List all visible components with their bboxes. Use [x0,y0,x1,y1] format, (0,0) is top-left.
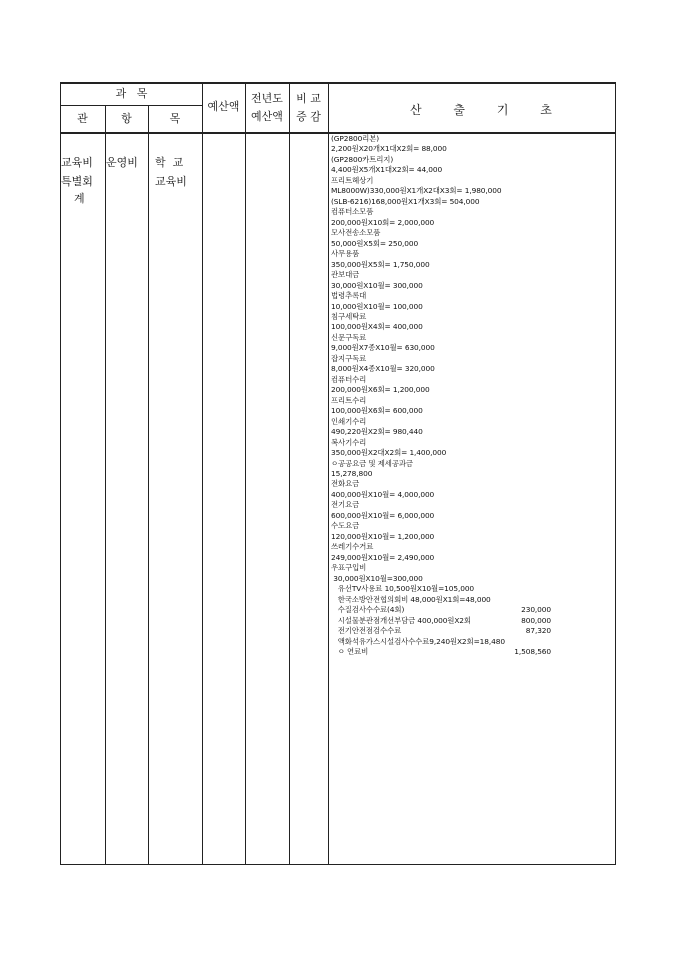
basis-line [331,448,563,458]
basis-line-text: (GP2800카트리지) [331,154,394,164]
basis-line-amount: 800,000 [521,615,551,625]
basis-line [331,511,563,521]
basis-line-text: ㅇ 연료비 [331,646,369,656]
table-top-border [60,82,616,84]
basis-line [331,427,563,437]
basis-line-text: 15,278,800 [331,469,373,478]
hang-label: 운영비 [106,156,138,169]
gwan-line-1: 교육비 [61,156,93,169]
basis-line-text: ML8000W)330,000원X1개X2대X3회= 1,980,000 [331,186,502,196]
basis-line-text: 인쇄기수리 [331,416,367,426]
basis-line-text: 10,000원X10월= 100,000 [331,301,423,311]
basis-line-text: 전기안전점검수수료 [331,626,402,636]
col-line-mok-budget [202,82,203,865]
basis-line [331,375,563,385]
basis-line [331,406,563,416]
basis-line [331,207,563,217]
basis-line [331,343,563,353]
basis-line-text: 8,000원X4종X10월= 320,000 [331,364,435,374]
basis-line [331,134,563,144]
basis-line [331,239,563,249]
basis-line-text: 유선TV사용료 10,500원X10월=105,000 [331,584,475,594]
basis-line [331,333,563,343]
basis-line-text: 침구세탁료 [331,311,367,321]
basis-line [331,417,563,427]
basis-line [331,605,563,615]
basis-line-amount: 1,508,560 [514,646,551,656]
basis-line-text: 법령추록대 [331,291,367,301]
basis-line-text: 120,000원X10월= 1,200,000 [331,531,435,541]
basis-line-text: 관보대금 [331,270,360,280]
basis-line [331,626,563,636]
basis-line-text: (SLB-6216)168,000원X1개X3회= 504,000 [331,196,480,206]
header-gwan: 관 [77,112,88,125]
basis-line [331,616,563,626]
basis-line [331,260,563,270]
basis-line [331,364,563,374]
basis-line-text: 4,400원X5개X1대X2회= 44,000 [331,165,443,175]
basis-line [331,281,563,291]
basis-line [331,155,563,165]
basis-line-text: 모사전송소모품 [331,228,381,238]
basis-line-text: 사무용품 [331,249,360,259]
basis-line [331,563,563,573]
basis-line-text: 프리트헤상기 [331,175,374,185]
basis-line-text: 30,000원X10월= 300,000 [331,280,423,290]
basis-line [331,302,563,312]
header-basis: 산 출 기 초 [410,103,566,117]
basis-line [331,176,563,186]
table-bottom-border [60,864,616,865]
basis-line [331,144,563,154]
basis-line [331,595,563,605]
col-line-prev-compare [289,82,290,865]
basis-line [331,438,563,448]
basis-line [331,542,563,552]
basis-line [331,186,563,196]
basis-line-text: 액화석유가스시설검사수수료9,240원X2회=18,480 [331,636,505,646]
basis-line-text: 50,000원X5회= 250,000 [331,238,419,248]
col-line-left [60,82,61,865]
basis-line-text: 249,000원X10월= 2,490,000 [331,552,435,562]
header-mok: 목 [169,112,181,125]
basis-line-text: 쓰레기수거료 [331,542,374,552]
basis-line-text: 350,000원X5회= 1,750,000 [331,259,430,269]
basis-line-text: 우표구입비 [331,563,367,573]
gwamok-divider [60,105,203,106]
basis-line [331,637,563,647]
basis-line [331,249,563,259]
basis-line-text: 600,000원X10월= 6,000,000 [331,510,435,520]
basis-line-text: 시설물분관점개선부담금 400,000원X2회 [331,615,471,625]
basis-line [331,197,563,207]
basis-line-text: 프리트수리 [331,395,367,405]
basis-line-text: 잡지구독료 [331,353,367,363]
basis-line-text: 200,000원X10회= 2,000,000 [331,217,435,227]
col-line-gwan-hang [105,105,106,865]
basis-line-amount: 230,000 [521,605,551,615]
basis-line [331,479,563,489]
basis-line-text: 컴퓨터소모품 [331,207,374,217]
basis-line [331,312,563,322]
basis-line [331,228,563,238]
basis-line [331,291,563,301]
header-prev-budget-1: 전년도 [251,92,283,105]
basis-line-amount: 87,320 [525,626,551,636]
basis-line [331,218,563,228]
basis-line [331,459,563,469]
basis-line-text: 전기요금 [331,500,360,510]
basis-line [331,500,563,510]
basis-line-text: 전화요금 [331,479,360,489]
basis-line [331,553,563,563]
basis-line [331,270,563,280]
basis-line-text: ㅇ공공요금 및 제세공과금 [331,458,413,468]
calculation-basis [331,134,563,657]
basis-line [331,396,563,406]
basis-line-text: 컴퓨터수리 [331,374,367,384]
basis-line-text: 200,000원X6회= 1,200,000 [331,385,430,395]
basis-line-text: 복사기수리 [331,437,367,447]
basis-line-text: 수도요금 [331,521,360,531]
gwan-line-2: 특별회 [61,175,93,188]
mok-line-1: 학 교 [155,156,184,169]
header-gwamok: 과 목 [115,87,148,100]
basis-line [331,322,563,332]
header-compare-1: 비 교 [296,92,321,105]
basis-line-text: 100,000원X6회= 600,000 [331,406,423,416]
basis-line-text: 100,000원X4회= 400,000 [331,322,423,332]
basis-line-text: 신문구독료 [331,332,367,342]
basis-line-text: 수질검사수수료(4회) [331,605,405,615]
basis-line [331,574,563,584]
basis-line-text: 490,220원X2회= 980,440 [331,427,423,437]
basis-line [331,385,563,395]
basis-line-text: 한국소방안전협의회비 48,000원X1회=48,000 [331,594,491,604]
col-line-budget-prev [245,82,246,865]
basis-line-text: 9,000원X7종X10월= 630,000 [331,343,435,353]
basis-line [331,469,563,479]
basis-line-text: 400,000원X10월= 4,000,000 [331,489,435,499]
basis-line [331,354,563,364]
basis-line-text: 2,200원X20개X1대X2회= 88,000 [331,144,447,154]
basis-line [331,532,563,542]
header-budget: 예산액 [207,100,240,113]
gwan-line-3: 계 [74,192,85,205]
basis-line-text: 30,000원X10월=300,000 [331,573,423,583]
col-line-compare-basis [328,82,329,865]
basis-line [331,521,563,531]
header-prev-budget-2: 예산액 [251,110,283,123]
basis-line-text: 350,000원X2대X2회= 1,400,000 [331,448,447,458]
col-line-hang-mok [148,105,149,865]
header-hang: 항 [121,112,132,125]
header-compare-2: 증 감 [296,110,321,123]
col-line-right [615,82,616,865]
basis-line [331,165,563,175]
basis-line-text: (GP2800리본) [331,134,380,143]
basis-line [331,490,563,500]
basis-line [331,584,563,594]
mok-line-2: 교육비 [155,175,187,188]
basis-line [331,647,563,657]
